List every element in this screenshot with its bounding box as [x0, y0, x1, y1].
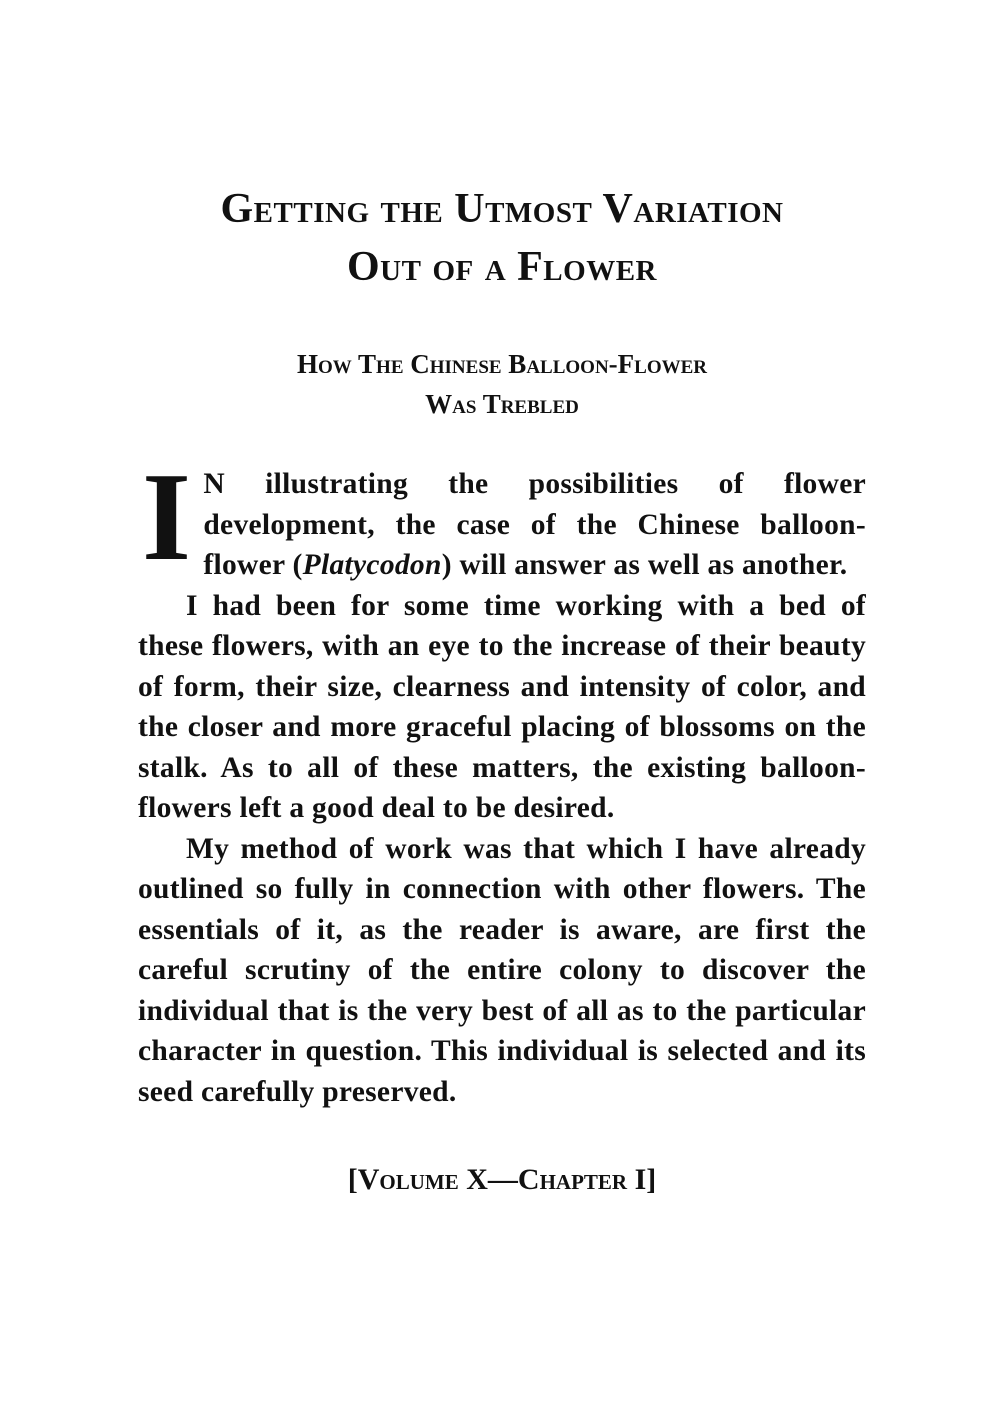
paragraph-2: I had been for some time working with a bed of these flowers, with an eye to the increase of their beauty of form, their size, clearness and intensity of color, and the closer and more graceful placing of blossoms on the stalk. As to all of these matters, the existing balloon-flowers left a good deal to be desired. — [138, 589, 866, 824]
chapter-subtitle-line-2: Was Trebled — [425, 389, 579, 419]
paragraph-1-text-a: N illustrating the possibilities of flower development, the case of the Chinese balloon-flower ( — [203, 468, 866, 581]
chapter-subtitle — [138, 344, 866, 424]
chapter-subtitle-line-1: How The Chinese Balloon-Flower — [297, 349, 707, 379]
drop-cap: I — [142, 448, 192, 587]
paragraph-1 — [138, 448, 866, 587]
book-page — [138, 180, 866, 1200]
paragraph-1-italic: Platycodon — [302, 549, 442, 581]
chapter-title-line-1: Getting the Utmost Variation — [220, 186, 784, 232]
body-text — [138, 448, 866, 1112]
chapter-title — [138, 180, 866, 296]
paragraph-3: My method of work was that which I have already outlined so fully in connection with other flowers. The essentials of it, as the reader is aware, are first the careful scrutiny of the entire colony to discover the individual that is the very best of all as to the particular character in question. This individual is selected and its seed carefully preserved. — [138, 832, 866, 1108]
paragraph-1-text-b: ) will answer as well as another. — [441, 549, 848, 581]
volume-chapter-footer: [Volume X—Chapter I] — [347, 1163, 657, 1196]
chapter-title-line-2: Out of a Flower — [346, 244, 657, 290]
